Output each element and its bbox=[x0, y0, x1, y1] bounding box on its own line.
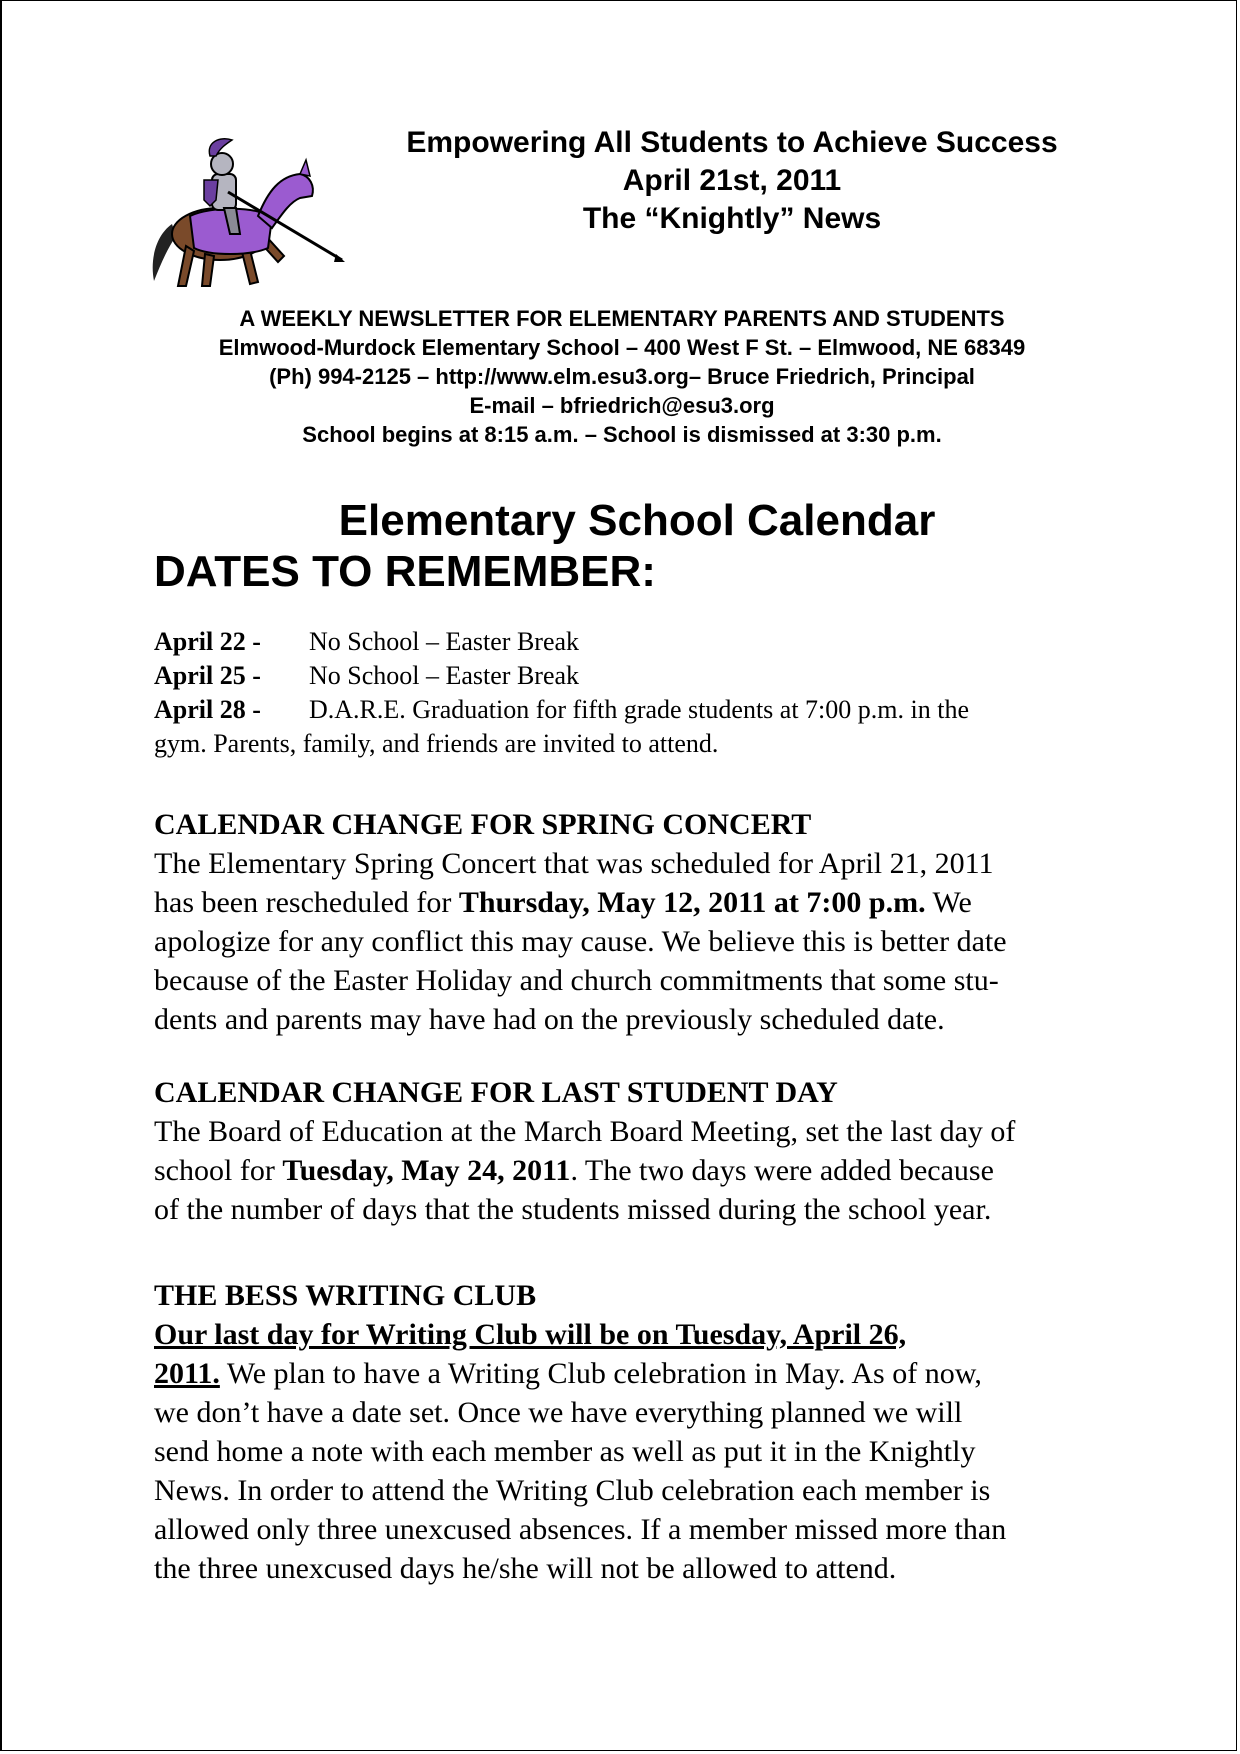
newsletter-title: The “Knightly” News bbox=[582, 202, 882, 235]
writing-club-last-day: Our last day for Writing Club will be on Tuesday, April 26, bbox=[154, 1318, 907, 1351]
section-heading: THE BESS WRITING CLUB bbox=[154, 1279, 537, 1312]
paragraph-line: we don’t have a date set. Once we have everything planned we will bbox=[154, 1396, 963, 1429]
paragraph-line: News. In order to attend the Writing Club celebration each member is bbox=[154, 1474, 991, 1507]
paragraph-line: has been rescheduled for Thursday, May 12, 2011 at 7:00 p.m. We bbox=[154, 886, 972, 919]
section-heading: CALENDAR CHANGE FOR SPRING CONCERT bbox=[154, 808, 812, 841]
school-info bbox=[142, 304, 1102, 449]
dates-title: DATES TO REMEMBER: bbox=[154, 547, 656, 596]
paragraph-line: The Board of Education at the March Board Meeting, set the last day of bbox=[154, 1115, 1016, 1148]
paragraph-line: allowed only three unexcused absences. If a member missed more than bbox=[154, 1513, 1007, 1546]
school-address: Elmwood-Murdock Elementary School – 400 West F St. – Elmwood, NE 68349 bbox=[218, 335, 1026, 360]
paragraph-line: The Elementary Spring Concert that was scheduled for April 21, 2011 bbox=[154, 847, 994, 880]
date-entry bbox=[154, 693, 1074, 727]
knight-on-horse-icon bbox=[150, 136, 345, 291]
last-day-date: Tuesday, May 24, 2011 bbox=[282, 1154, 571, 1187]
motto: Empowering All Students to Achieve Success bbox=[406, 126, 1058, 159]
date-label: April 28 - bbox=[154, 695, 261, 724]
school-email: E-mail – bfriedrich@esu3.org bbox=[469, 393, 775, 418]
dates-list bbox=[154, 625, 1074, 761]
paragraph-line: school for Tuesday, May 24, 2011. The two days were added because bbox=[154, 1154, 994, 1187]
tagline: A WEEKLY NEWSLETTER FOR ELEMENTARY PARENTS AND STUDENTS bbox=[239, 306, 1005, 331]
paragraph-line: send home a note with each member as well as put it in the Knightly bbox=[154, 1435, 976, 1468]
section-heading: CALENDAR CHANGE FOR LAST STUDENT DAY bbox=[154, 1076, 838, 1109]
date-entry bbox=[154, 659, 1074, 693]
paragraph-line: apologize for any conflict this may cause. We believe this is better date bbox=[154, 925, 1007, 958]
section-last-student-day bbox=[154, 1073, 1114, 1229]
date-text: No School – Easter Break bbox=[309, 661, 580, 690]
section-writing-club bbox=[154, 1276, 1114, 1588]
date-label: April 22 - bbox=[154, 627, 261, 656]
date-entry bbox=[154, 625, 1074, 659]
paragraph-line: the three unexcused days he/she will not be allowed to attend. bbox=[154, 1552, 897, 1585]
paragraph-line: dents and parents may have had on the previously scheduled date. bbox=[154, 1003, 945, 1036]
school-contact: (Ph) 994-2125 – http://www.elm.esu3.org– Bruce Friedrich, Principal bbox=[269, 364, 975, 389]
school-hours: School begins at 8:15 a.m. – School is dismissed at 3:30 p.m. bbox=[302, 422, 942, 447]
paragraph-line: 2011. We plan to have a Writing Club celebration in May. As of now, bbox=[154, 1357, 982, 1390]
date-text: D.A.R.E. Graduation for fifth grade students at 7:00 p.m. in the bbox=[309, 695, 969, 724]
issue-date: April 21st, 2011 bbox=[622, 164, 842, 197]
calendar-title: Elementary School Calendar bbox=[338, 496, 936, 545]
section-spring-concert bbox=[154, 805, 1114, 1039]
date-text: No School – Easter Break bbox=[309, 627, 580, 656]
paragraph-line: because of the Easter Holiday and church commitments that some stu- bbox=[154, 964, 999, 997]
concert-new-date: Thursday, May 12, 2011 at 7:00 p.m. bbox=[458, 886, 926, 919]
paragraph-line: of the number of days that the students missed during the school year. bbox=[154, 1193, 992, 1226]
date-text-continued: gym. Parents, family, and friends are invited to attend. bbox=[154, 729, 719, 758]
date-label: April 25 - bbox=[154, 661, 261, 690]
masthead bbox=[332, 124, 1132, 238]
